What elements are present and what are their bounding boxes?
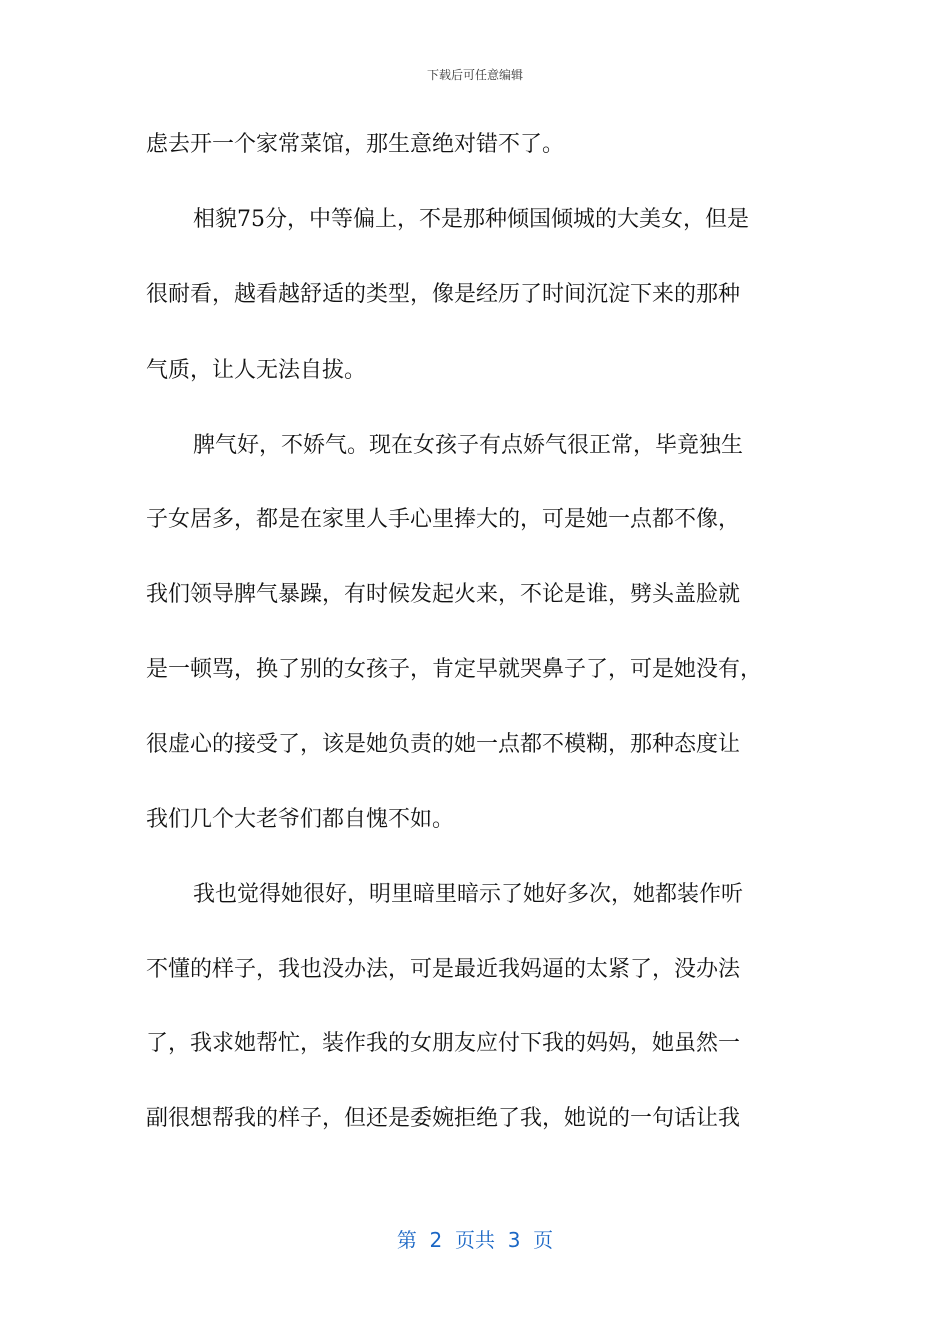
text-line: 我们几个大老爷们都自愧不如。 [146,807,455,832]
text-line: 相貌75分，中等偏上，不是那种倾国倾城的大美女，但是 [193,207,749,232]
text-line: 我们领导脾气暴躁，有时候发起火来，不论是谁，劈头盖脸就 [146,582,741,607]
page-header: 下载后可任意编辑 [426,68,523,82]
page-number: 第 2 页共 3 页 [396,1228,554,1252]
text-line: 是一顿骂，换了别的女孩子，肯定早就哭鼻子了，可是她没有， [146,657,763,682]
text-line: 子女居多，都是在家里人手心里捧大的，可是她一点都不像， [146,507,741,532]
text-line: 我也觉得她很好，明里暗里暗示了她好多次，她都装作听 [193,882,744,907]
text-line: 不懂的样子，我也没办法，可是最近我妈逼的太紧了，没办法 [146,957,741,982]
text-line: 很耐看，越看越舒适的类型，像是经历了时间沉淀下来的那种 [146,282,741,307]
text-line: 副很想帮我的样子，但还是委婉拒绝了我，她说的一句话让我 [146,1106,741,1131]
text-line: 了，我求她帮忙，装作我的女朋友应付下我的妈妈，她虽然一 [146,1031,741,1056]
text-line: 很虚心的接受了，该是她负责的她一点都不模糊，那种态度让 [146,732,741,757]
text-line: 脾气好，不娇气。现在女孩子有点娇气很正常，毕竟独生 [193,433,744,458]
text-line: 虑去开一个家常菜馆，那生意绝对错不了。 [146,132,565,157]
text-line: 气质，让人无法自拔。 [146,358,367,383]
